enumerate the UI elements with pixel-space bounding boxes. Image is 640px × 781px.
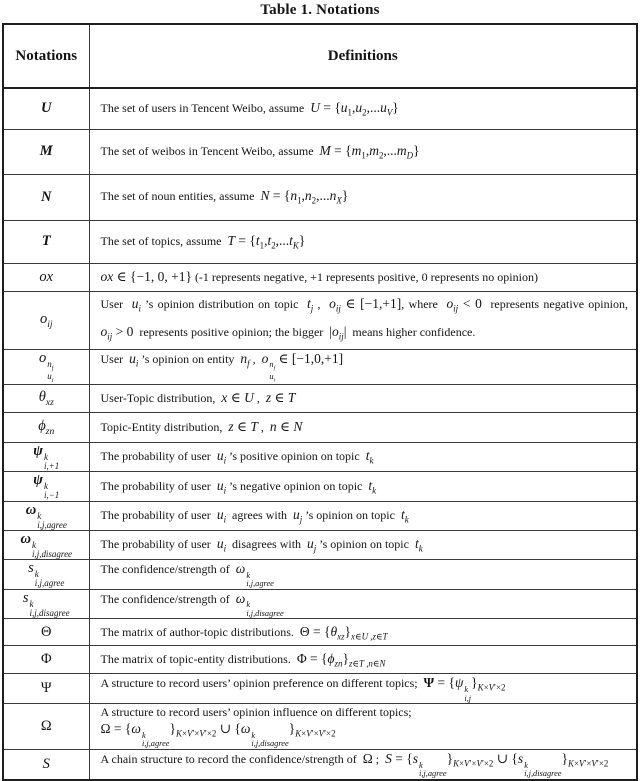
notation-cell: Ψ bbox=[3, 674, 89, 704]
definition-cell: The matrix of author-topic distributions. $\Theta = \{\theta_{xz}\}_{x\in U ,z\in T}$ bbox=[89, 619, 637, 646]
notation-cell: S bbox=[3, 749, 89, 779]
table-row bbox=[3, 472, 637, 501]
notation-cell: s k i,j,disagree bbox=[3, 589, 89, 619]
table-row bbox=[3, 263, 637, 291]
notations-table bbox=[2, 23, 638, 781]
notation-cell: ψ k i,−1 bbox=[3, 472, 89, 501]
definition-cell: A chain structure to record the confidence/strength of Ω ; S = {s k i,j,agree }$_{K\times V'\times V'\times 2}$ ∪ {s k i,j,disagree }$_{K\times V'\times V'\times 2}$ bbox=[89, 749, 637, 779]
definition-cell: The set of users in Tencent Weibo, assume $U = \{u_1,u_2,...u_V\}$ bbox=[89, 88, 637, 129]
table-body bbox=[3, 88, 637, 780]
definition-cell: The probability of user $u_i$ disagrees with $u_j$ ’s opinion on topic $t_k$ bbox=[89, 530, 637, 559]
definition-cell: The probability of user $u_i$ agrees with $u_j$ ’s opinion on topic $t_k$ bbox=[89, 501, 637, 530]
table-row bbox=[3, 291, 637, 349]
definition-cell: The set of weibos in Tencent Weibo, assume $M = \{m_1,m_2,...m_D\}$ bbox=[89, 129, 637, 174]
table-row bbox=[3, 560, 637, 590]
notation-cell: U bbox=[3, 88, 89, 129]
table-row bbox=[3, 349, 637, 384]
table-row bbox=[3, 88, 637, 129]
definition-cell: The set of topics, assume $T = \{t_1,t_2,...t_K\}$ bbox=[89, 220, 637, 263]
table-title: Table 1. Notations bbox=[260, 2, 380, 18]
table-row bbox=[3, 674, 637, 704]
header-definitions: Definitions bbox=[89, 24, 637, 88]
table-row bbox=[3, 530, 637, 559]
notation-cell: ox bbox=[3, 263, 89, 291]
notation-cell: T bbox=[3, 220, 89, 263]
definition-cell: The confidence/strength of ω k i,j,disagree bbox=[89, 589, 637, 619]
table-row bbox=[3, 501, 637, 530]
definition-cell: The probability of user $u_i$ ’s positive opinion on topic $t_k$ bbox=[89, 443, 637, 472]
definition-cell: Topic-Entity distribution, z ∈ T , n ∈ N bbox=[89, 413, 637, 443]
notation-cell: $\phi_{zn}$ bbox=[3, 413, 89, 443]
table-row bbox=[3, 174, 637, 220]
table-row bbox=[3, 704, 637, 750]
notation-cell: s k i,j,agree bbox=[3, 560, 89, 590]
definition-cell: User-Topic distribution, x ∈ U , z ∈ T bbox=[89, 385, 637, 413]
definition-cell: A structure to record users’ opinion influence on different topics; Ω = {ω k i,j,agree }$_{K\times V'\times V'\times 2}$ ∪ {ω k i,j,disagree }$_{K\times V'\times V'\times 2}$ bbox=[89, 704, 637, 750]
notation-cell: Φ bbox=[3, 646, 89, 674]
definition-cell: User $u_i$ ’s opinion distribution on topic $t_j$ , $o_{ij}$ ∈ [−1,+1], where $o_{ij} < 0$ represents negative opinion, $o_{ij} > 0$ represents positive opinion; the bigger $|o_{ij}|$ means higher confidence. bbox=[89, 291, 637, 349]
table-header-row bbox=[3, 24, 637, 88]
notation-cell: $o_{ij}$ bbox=[3, 291, 89, 349]
notation-cell: Ω bbox=[3, 704, 89, 750]
table-row bbox=[3, 619, 637, 646]
table-row bbox=[3, 129, 637, 174]
definition-cell: The set of noun entities, assume $N = \{n_1,n_2,...n_X\}$ bbox=[89, 174, 637, 220]
notation-cell: M bbox=[3, 129, 89, 174]
table-row bbox=[3, 646, 637, 674]
table-row bbox=[3, 589, 637, 619]
table-row bbox=[3, 413, 637, 443]
table-head bbox=[3, 24, 637, 88]
definition-cell: The confidence/strength of ω k i,j,agree bbox=[89, 560, 637, 590]
notation-cell: o $n_f$ $u_i$ bbox=[3, 349, 89, 384]
definition-cell: A structure to record users’ opinion preference on different topics; Ψ = {ψ k i,j }$_{K\times V'\times 2}$ bbox=[89, 674, 637, 704]
table-row bbox=[3, 443, 637, 472]
notation-cell: ω k i,j,agree bbox=[3, 501, 89, 530]
notation-cell: $\theta_{xz}$ bbox=[3, 385, 89, 413]
definition-cell: User $u_i$ ’s opinion on entity $n_f$ , o $n_f$ $u_i$ ∈ [−1,0,+1] bbox=[89, 349, 637, 384]
notation-cell: N bbox=[3, 174, 89, 220]
definition-cell: The matrix of topic-entity distributions. $\Phi = \{\phi_{zn}\}_{z\in T ,n\in N}$ bbox=[89, 646, 637, 674]
table-row bbox=[3, 220, 637, 263]
definition-cell: ox ∈ {−1, 0, +1} (-1 represents negative, +1 represents positive, 0 represents no opinion) bbox=[89, 263, 637, 291]
definition-cell: The probability of user $u_i$ ’s negative opinion on topic $t_k$ bbox=[89, 472, 637, 501]
notation-cell: ω k i,j,disagree bbox=[3, 530, 89, 559]
table-row bbox=[3, 385, 637, 413]
notation-cell: Θ bbox=[3, 619, 89, 646]
notation-cell: ψ k i,+1 bbox=[3, 443, 89, 472]
header-notations: Notations bbox=[3, 24, 89, 88]
table-row bbox=[3, 749, 637, 779]
